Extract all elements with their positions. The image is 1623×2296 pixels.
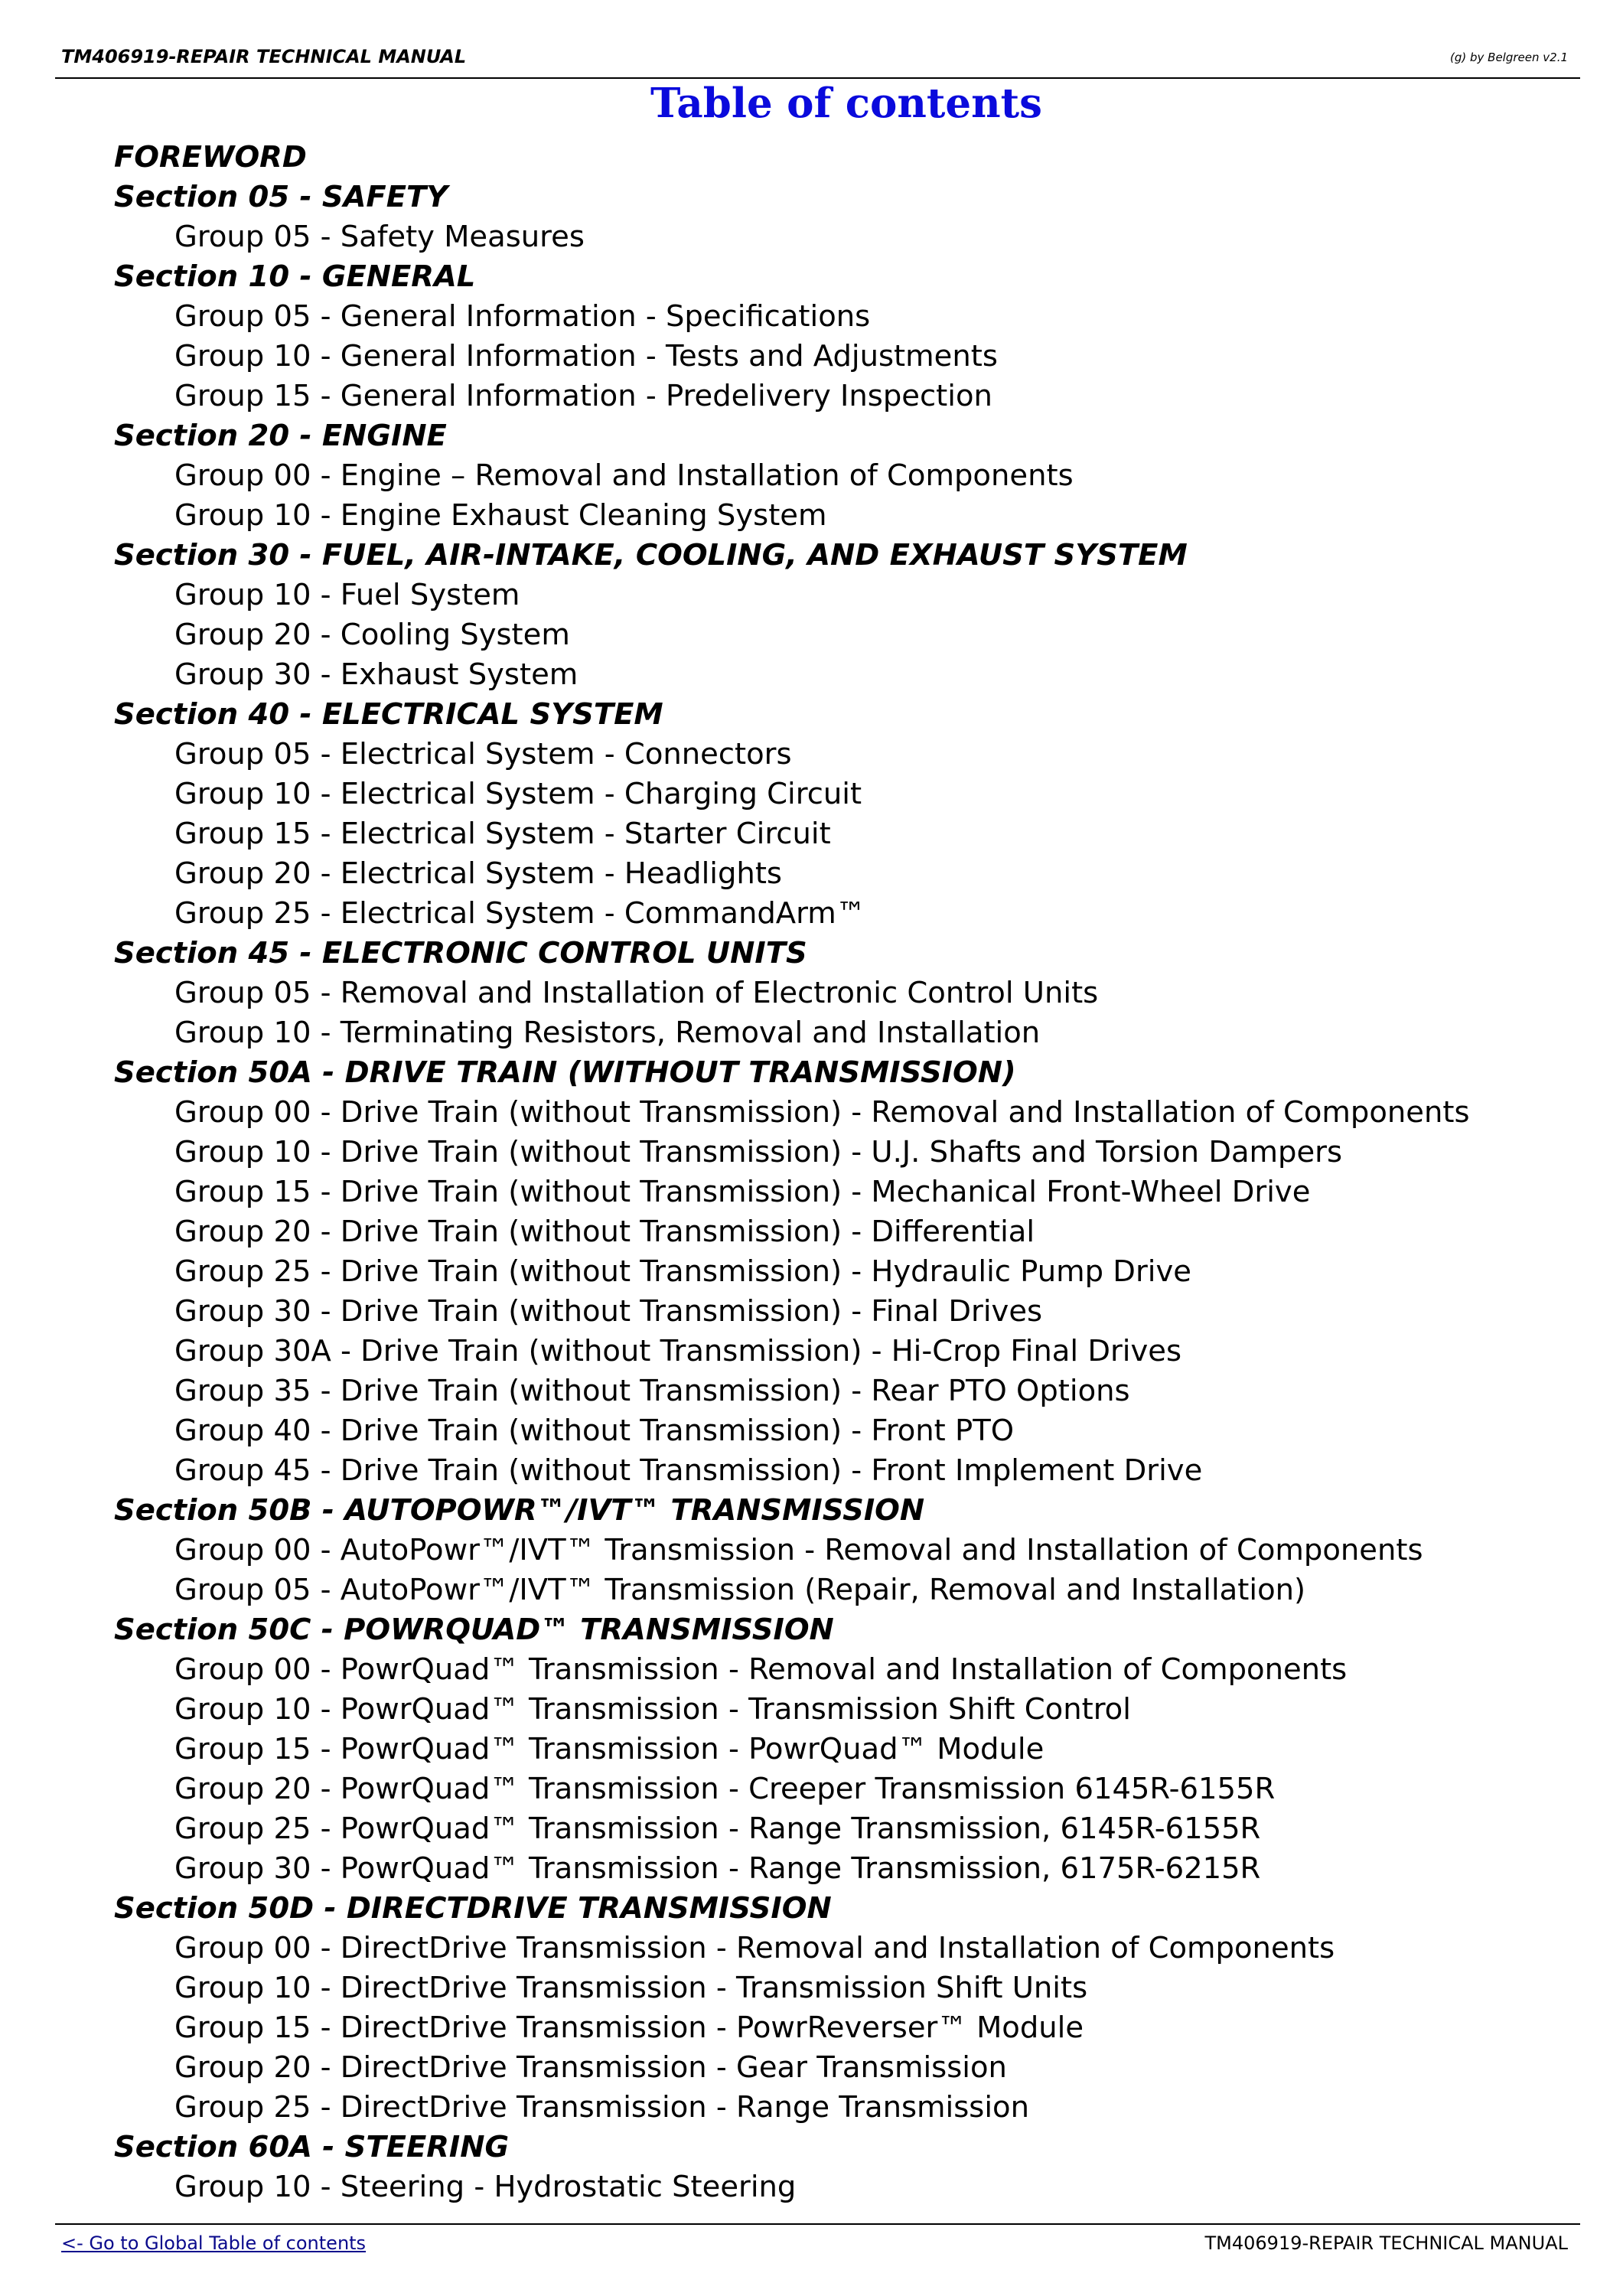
toc-section-entry[interactable]: Section 30 - FUEL, AIR-INTAKE, COOLING, AND EXHAUST SYSTEM (114, 538, 1188, 572)
page-title: Table of contents (650, 80, 1042, 127)
toc-group-entry[interactable]: Group 05 - Safety Measures (174, 220, 585, 254)
toc-group-entry[interactable]: Group 15 - Drive Train (without Transmission) - Mechanical Front-Wheel Drive (174, 1175, 1311, 1209)
toc-group-entry[interactable]: Group 45 - Drive Train (without Transmission) - Front Implement Drive (174, 1453, 1203, 1488)
toc-group-entry[interactable]: Group 30A - Drive Train (without Transmission) - Hi-Crop Final Drives (174, 1334, 1182, 1368)
footer-manual-title: TM406919-REPAIR TECHNICAL MANUAL (1204, 2232, 1568, 2254)
footer-divider (55, 2223, 1580, 2225)
toc-group-entry[interactable]: Group 20 - PowrQuad™ Transmission - Creeper Transmission 6145R-6155R (174, 1772, 1276, 1806)
toc-group-entry[interactable]: Group 20 - Drive Train (without Transmission) - Differential (174, 1215, 1035, 1249)
toc-group-entry[interactable]: Group 25 - PowrQuad™ Transmission - Range Transmission, 6145R-6155R (174, 1812, 1261, 1846)
toc-group-entry[interactable]: Group 30 - PowrQuad™ Transmission - Range Transmission, 6175R-6215R (174, 1851, 1261, 1886)
toc-section-entry[interactable]: FOREWORD (114, 140, 307, 174)
toc-group-entry[interactable]: Group 30 - Drive Train (without Transmission) - Final Drives (174, 1294, 1043, 1329)
toc-group-entry[interactable]: Group 00 - DirectDrive Transmission - Removal and Installation of Components (174, 1931, 1335, 1965)
toc-section-entry[interactable]: Section 60A - STEERING (114, 2130, 510, 2164)
toc-group-entry[interactable]: Group 25 - Drive Train (without Transmission) - Hydraulic Pump Drive (174, 1254, 1191, 1289)
toc-group-entry[interactable]: Group 15 - PowrQuad™ Transmission - PowrQuad™ Module (174, 1732, 1045, 1766)
toc-group-entry[interactable]: Group 10 - General Information - Tests and Adjustments (174, 339, 998, 373)
toc-group-entry[interactable]: Group 10 - Fuel System (174, 578, 520, 612)
toc-section-entry[interactable]: Section 40 - ELECTRICAL SYSTEM (114, 697, 663, 732)
toc-group-entry[interactable]: Group 10 - Drive Train (without Transmission) - U.J. Shafts and Torsion Dampers (174, 1135, 1343, 1169)
toc-section-entry[interactable]: Section 50C - POWRQUAD™ TRANSMISSION (114, 1613, 834, 1647)
toc-group-entry[interactable]: Group 05 - AutoPowr™/IVT™ Transmission (Repair, Removal and Installation) (174, 1573, 1306, 1607)
toc-group-entry[interactable]: Group 00 - Engine – Removal and Installation of Components (174, 458, 1074, 493)
toc-group-entry[interactable]: Group 05 - Electrical System - Connectors (174, 737, 792, 771)
header-manual-title: TM406919-REPAIR TECHNICAL MANUAL (61, 46, 467, 67)
toc-group-entry[interactable]: Group 20 - DirectDrive Transmission - Gear Transmission (174, 2050, 1007, 2085)
table-of-contents (0, 138, 1623, 2207)
toc-group-entry[interactable]: Group 00 - Drive Train (without Transmission) - Removal and Installation of Components (174, 1095, 1470, 1130)
toc-section-entry[interactable]: Section 50D - DIRECTDRIVE TRANSMISSION (114, 1891, 832, 1926)
toc-group-entry[interactable]: Group 00 - AutoPowr™/IVT™ Transmission - Removal and Installation of Components (174, 1533, 1423, 1567)
toc-group-entry[interactable]: Group 05 - General Information - Specifications (174, 299, 871, 334)
toc-group-entry[interactable]: Group 25 - DirectDrive Transmission - Range Transmission (174, 2090, 1030, 2125)
toc-group-entry[interactable]: Group 20 - Electrical System - Headlights (174, 856, 782, 891)
toc-group-entry[interactable]: Group 35 - Drive Train (without Transmission) - Rear PTO Options (174, 1374, 1130, 1408)
toc-group-entry[interactable]: Group 10 - Steering - Hydrostatic Steering (174, 2170, 797, 2204)
toc-group-entry[interactable]: Group 20 - Cooling System (174, 618, 570, 652)
toc-group-entry[interactable]: Group 10 - Terminating Resistors, Removal and Installation (174, 1016, 1041, 1050)
toc-group-entry[interactable]: Group 15 - General Information - Predelivery Inspection (174, 379, 992, 413)
header-divider (55, 77, 1580, 79)
toc-group-entry[interactable]: Group 15 - Electrical System - Starter Circuit (174, 817, 831, 851)
toc-group-entry[interactable]: Group 00 - PowrQuad™ Transmission - Removal and Installation of Components (174, 1652, 1348, 1687)
toc-section-entry[interactable]: Section 20 - ENGINE (114, 419, 447, 453)
toc-group-entry[interactable]: Group 10 - Engine Exhaust Cleaning System (174, 498, 827, 533)
toc-group-entry[interactable]: Group 10 - PowrQuad™ Transmission - Transmission Shift Control (174, 1692, 1131, 1727)
toc-section-entry[interactable]: Section 10 - GENERAL (114, 259, 476, 294)
toc-section-entry[interactable]: Section 05 - SAFETY (114, 180, 448, 214)
toc-section-entry[interactable]: Section 50A - DRIVE TRAIN (WITHOUT TRANSMISSION) (114, 1055, 1016, 1090)
toc-group-entry[interactable]: Group 15 - DirectDrive Transmission - PowrReverser™ Module (174, 2011, 1084, 2045)
toc-group-entry[interactable]: Group 25 - Electrical System - CommandArm™ (174, 896, 866, 931)
toc-group-entry[interactable]: Group 05 - Removal and Installation of Electronic Control Units (174, 976, 1099, 1010)
global-toc-link[interactable]: <- Go to Global Table of contents (61, 2232, 367, 2254)
toc-group-entry[interactable]: Group 40 - Drive Train (without Transmission) - Front PTO (174, 1414, 1015, 1448)
toc-group-entry[interactable]: Group 30 - Exhaust System (174, 657, 578, 692)
header-credit: (g) by Belgreen v2.1 (1450, 51, 1568, 64)
toc-group-entry[interactable]: Group 10 - Electrical System - Charging Circuit (174, 777, 862, 811)
toc-section-entry[interactable]: Section 45 - ELECTRONIC CONTROL UNITS (114, 936, 807, 970)
toc-section-entry[interactable]: Section 50B - AUTOPOWR™/IVT™ TRANSMISSION (114, 1493, 925, 1528)
toc-group-entry[interactable]: Group 10 - DirectDrive Transmission - Transmission Shift Units (174, 1971, 1088, 2005)
